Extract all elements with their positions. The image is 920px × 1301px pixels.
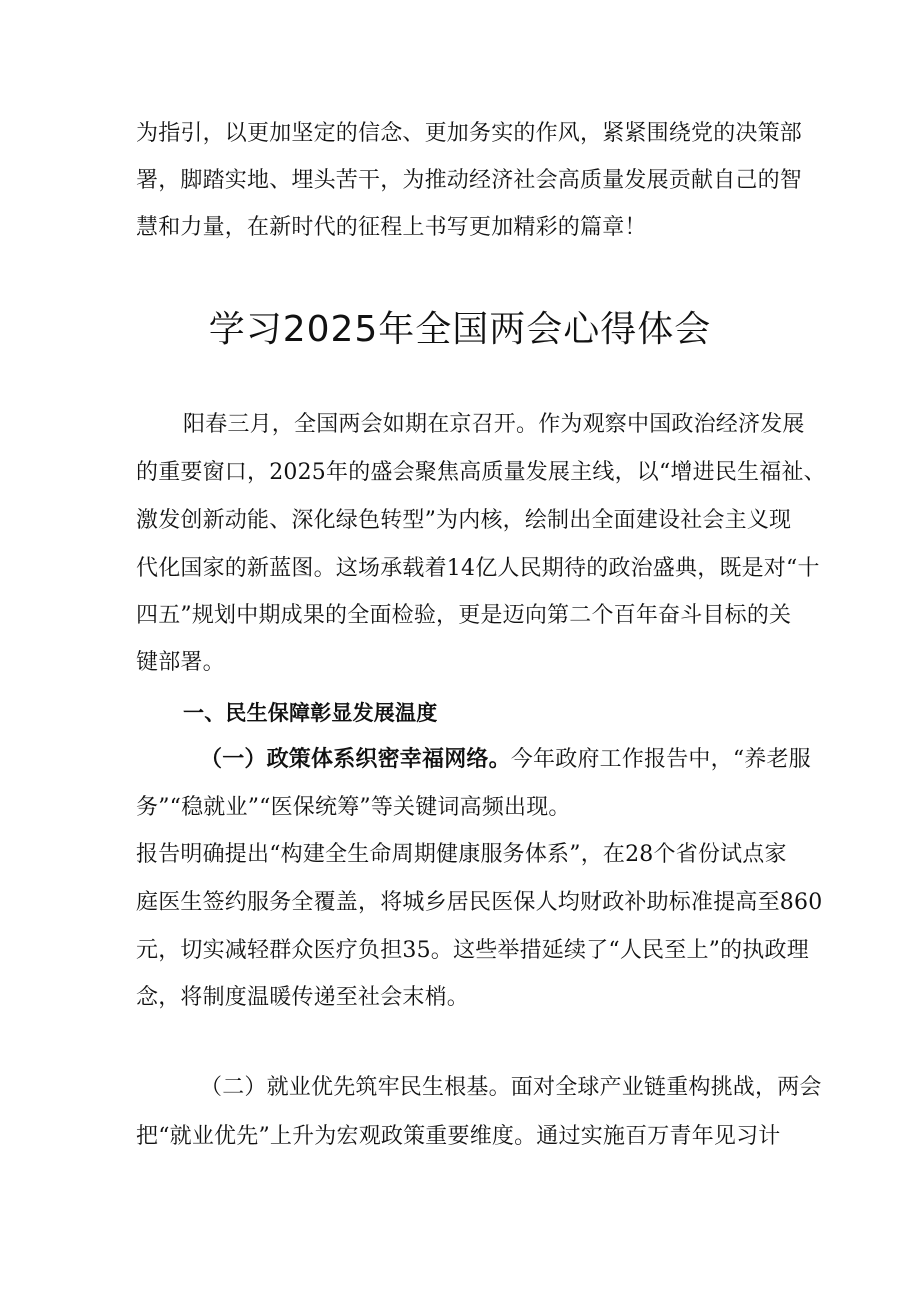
paragraph1-line-4: 代化国家的新蓝图。这场承载着14亿人民期待的政治盛典，既是对“十 <box>136 556 820 581</box>
subsection1-line-3: 报告明确提出“构建全生命周期健康服务体系”，在28个省份试点家 <box>136 842 787 867</box>
intro-line-1: 为指引，以更加坚定的信念、更加务实的作风，紧紧围绕党的决策部 <box>136 121 803 146</box>
intro-line-2: 署，脚踏实地、埋头苦干，为推动经济社会高质量发展贡献自己的智 <box>136 168 803 193</box>
subsection1-line1-rest: 今年政府工作报告中，“养老服 <box>510 747 811 772</box>
paragraph1-line-6: 键部署。 <box>136 650 225 675</box>
subsection1-line-4: 庭医生签约服务全覆盖，将城乡居民医保人均财政补助标准提高至860 <box>136 890 823 915</box>
paragraph1-line-5: 四五”规划中期成果的全面检验，更是迈向第二个百年奋斗目标的关 <box>136 603 792 628</box>
subsection1-line-6: 念，将制度温暖传递至社会末梢。 <box>136 985 470 1010</box>
subsection1-lead: （一）政策体系织密幸福网络。 <box>200 747 511 772</box>
paragraph1-line-2: 的重要窗口，2025年的盛会聚焦高质量发展主线，以“增进民生福祉、 <box>136 460 826 485</box>
subsection1-line-2: 务”“稳就业”“医保统筹”等关键词高频出现。 <box>136 795 571 820</box>
subsection2-line-2: 把“就业优先”上升为宏观政策重要维度。通过实施百万青年见习计 <box>136 1124 781 1149</box>
article-title: 学习2025年全国两会心得体会 <box>208 309 712 350</box>
subsection1-line-1 <box>200 745 811 775</box>
paragraph1-line-1: 阳春三月，全国两会如期在京召开。作为观察中国政治经济发展 <box>183 412 805 437</box>
subsection2-line-1: （二）就业优先筑牢民生根基。面对全球产业链重构挑战，两会 <box>200 1075 822 1100</box>
subsection1-line-5: 元，切实减轻群众医疗负担35。这些举措延续了“人民至上”的执政理 <box>136 938 809 963</box>
intro-line-3: 慧和力量，在新时代的征程上书写更加精彩的篇章！ <box>136 215 647 240</box>
section1-heading: 一、民生保障彰显发展温度 <box>183 701 438 725</box>
paragraph1-line-3: 激发创新动能、深化绿色转型”为内核，绘制出全面建设社会主义现 <box>136 508 792 533</box>
